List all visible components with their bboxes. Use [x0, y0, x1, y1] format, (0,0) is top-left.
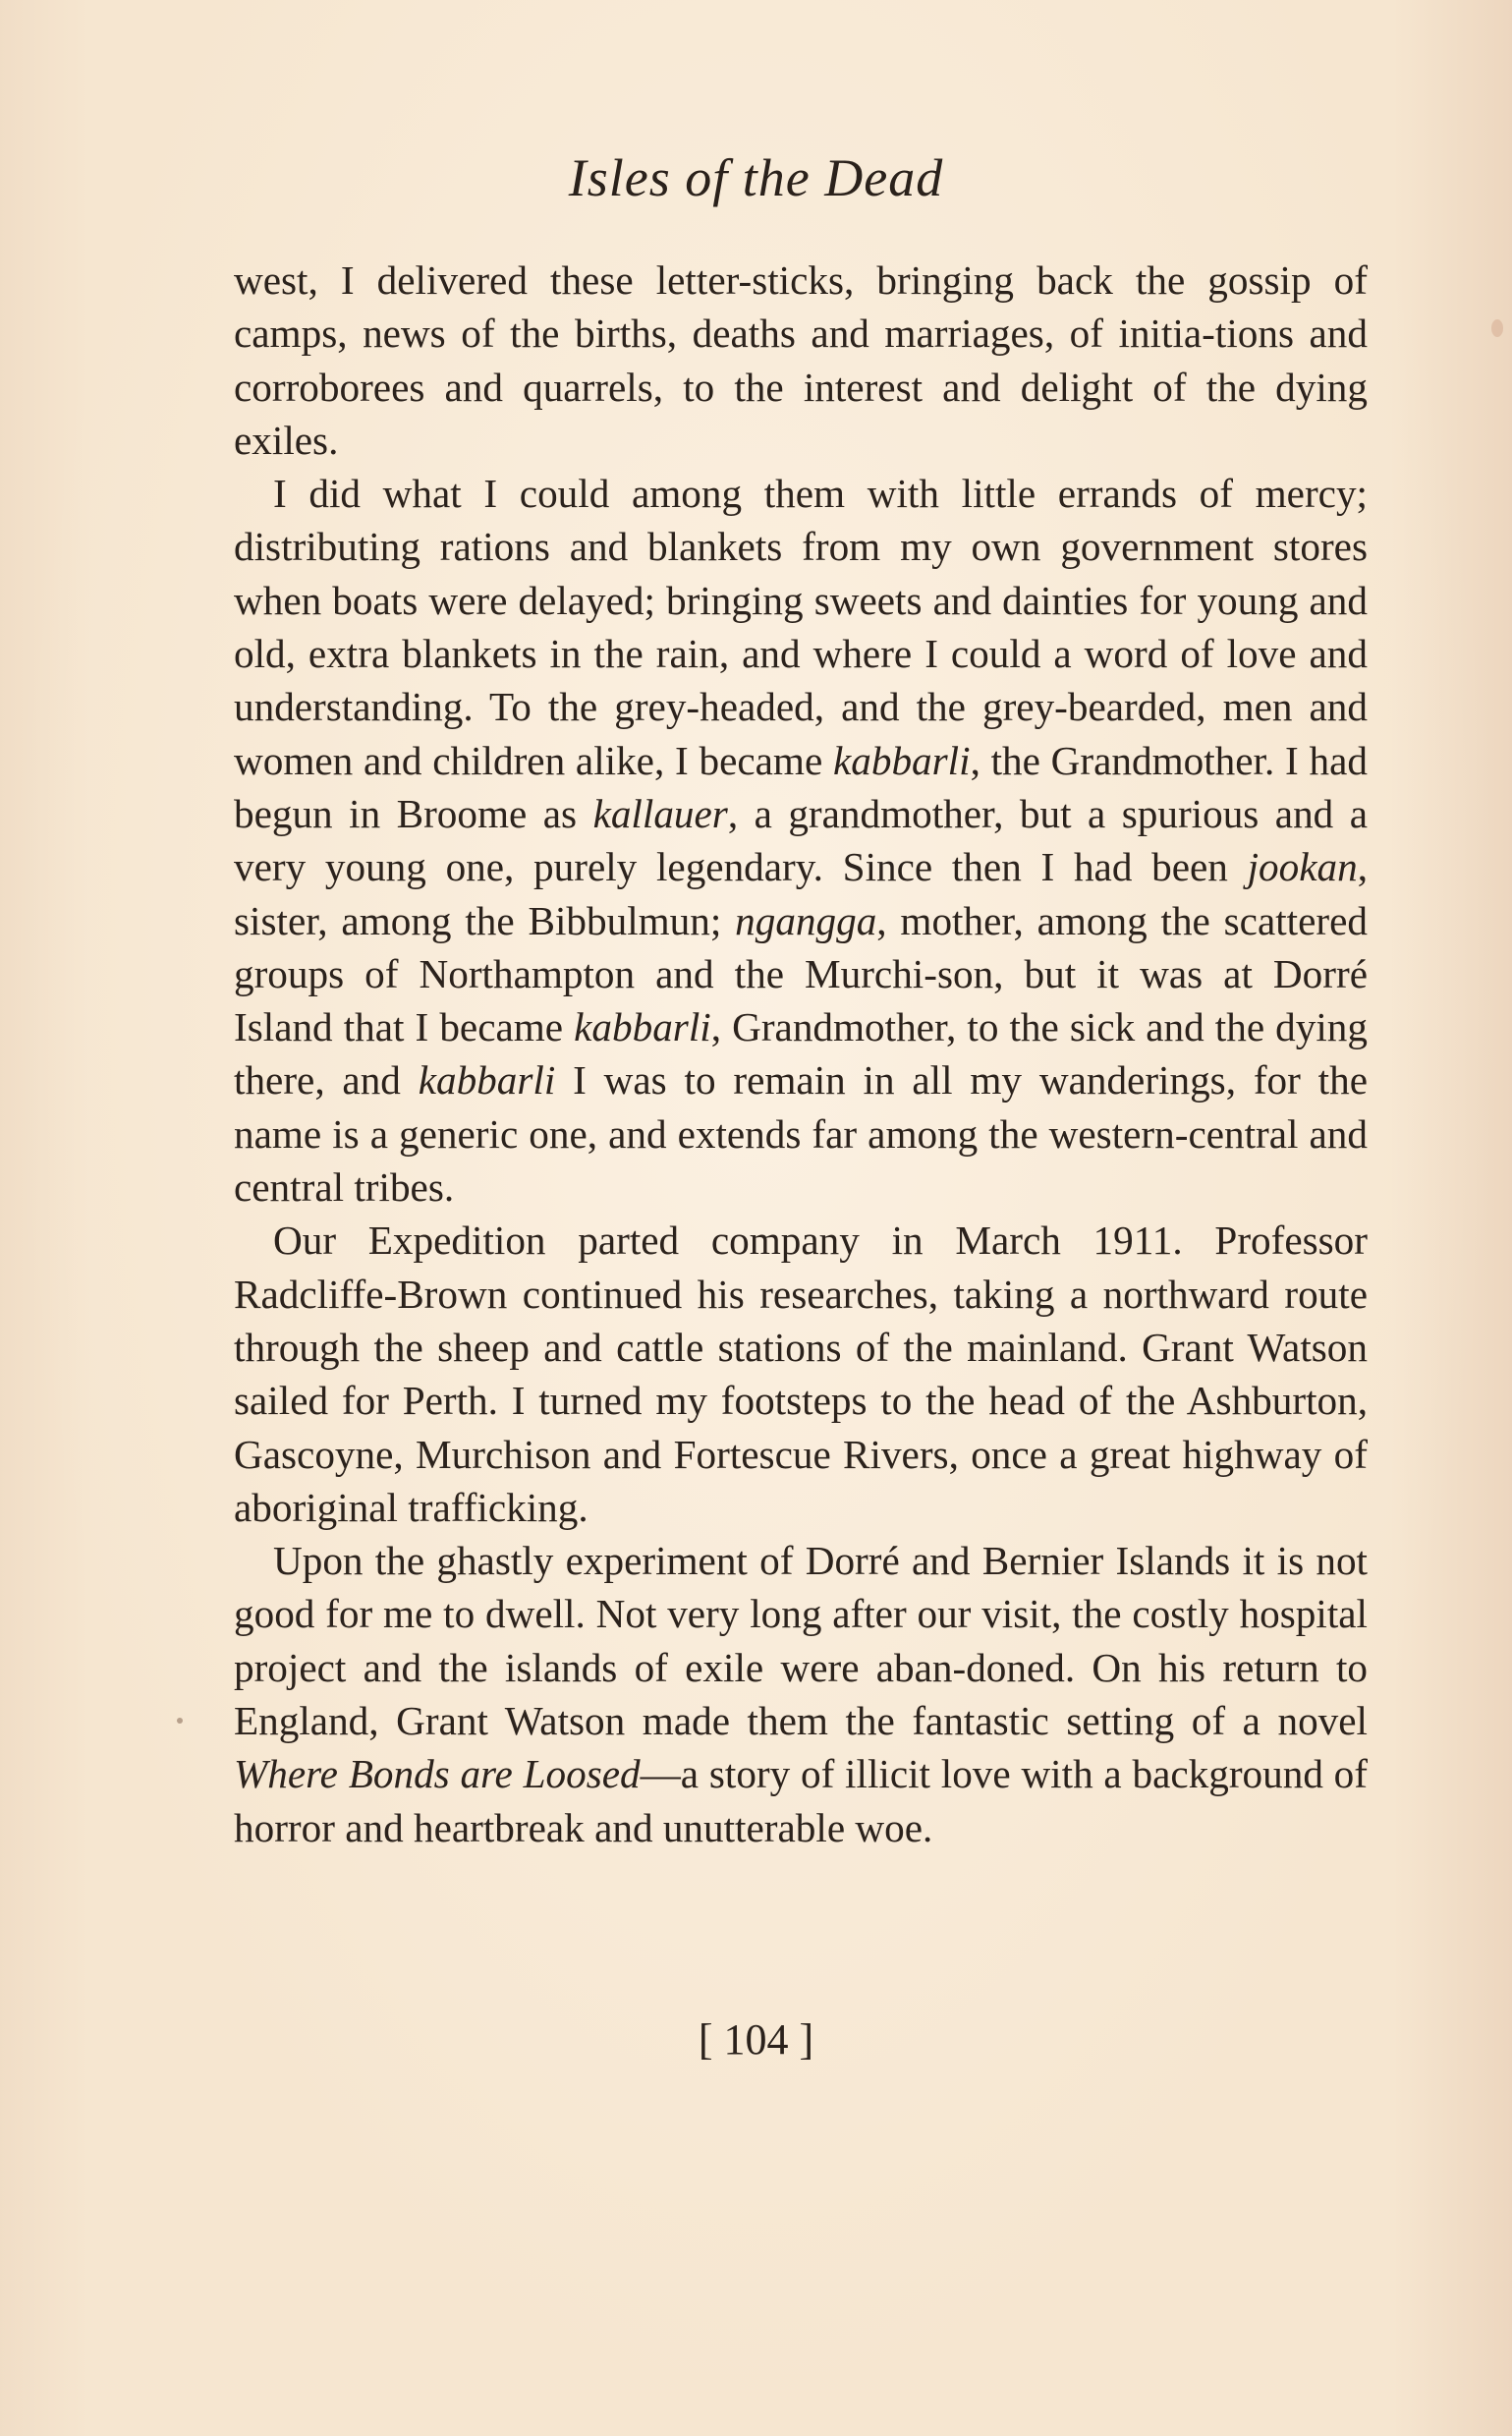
italic-term: kabbarli: [574, 1004, 711, 1050]
text-run: , mother, among the scattered groups of Northampton and the Murchi-son, but it was at Dorré Island that I became: [234, 897, 1368, 1050]
text-run: I was to remain in all my wanderings, for the name is a generic one, and extends far among the western-central and central tribes.: [234, 1057, 1368, 1211]
text-run: , Grandmother, to the sick and the dying there, and: [234, 1004, 1368, 1104]
italic-term: ngangga: [735, 897, 877, 943]
text-run: , the Grandmother. I had begun in Broome as: [234, 737, 1368, 836]
page-number: [ 104 ]: [698, 2015, 814, 2064]
paragraph: [234, 1214, 1368, 1534]
foxing-spot: [1491, 319, 1503, 337]
italic-term: jookan: [1247, 844, 1358, 890]
text-run: I did what I could among them with little errands of mercy; distributing rations and blankets from my own government stores when boats were delayed; bringing sweets and dainties for young and old, extra blankets in the rain, and where I could a word of love and understanding. To the grey-headed, and the grey-bearded, men and women and children alike, I became: [234, 471, 1368, 783]
text-run: west, I delivered these letter-sticks, bringing back the gossip of camps, news of the births, deaths and marriages, of initia-tions and corroborees and quarrels, to the interest and delight of the dying exiles.: [234, 257, 1368, 463]
italic-term: kabbarli: [832, 737, 971, 783]
italic-term: kabbarli: [418, 1057, 556, 1104]
body-text: [234, 254, 1368, 1854]
paragraph: [234, 467, 1368, 1214]
paragraph: [234, 1534, 1368, 1854]
running-head: Isles of the Dead: [568, 148, 944, 207]
foxing-spot: [177, 1718, 183, 1724]
italic-term: kallauer: [592, 790, 728, 836]
text-run: Our Expedition parted company in March 1911. Professor Radcliffe-Brown continued his researches, taking a northward route through the sheep and cattle stations of the mainland. Grant Watson sailed for Perth. I turned my footsteps to the head of the Ashburton, Gascoyne, Murchison and Fortescue Rivers, once a great highway of aboriginal trafficking.: [234, 1218, 1368, 1530]
text-run: Upon the ghastly experiment of Dorré and Bernier Islands it is not good for me to dwell. Not very long after our visit, the costly hospital project and the islands of exile were aban-doned. On his return to England, Grant Watson made them the fantastic setting of a novel: [234, 1538, 1368, 1744]
text-run: , a grandmother, but a spurious and a very young one, purely legendary. Since then I had been: [234, 790, 1368, 890]
italic-term: Where Bonds are Loosed: [234, 1751, 641, 1797]
text-run: —a story of illicit love with a background of horror and heartbreak and unutterable woe.: [234, 1751, 1368, 1850]
paragraph: [234, 254, 1368, 467]
text-run: , sister, among the Bibbulmun;: [234, 844, 1368, 943]
